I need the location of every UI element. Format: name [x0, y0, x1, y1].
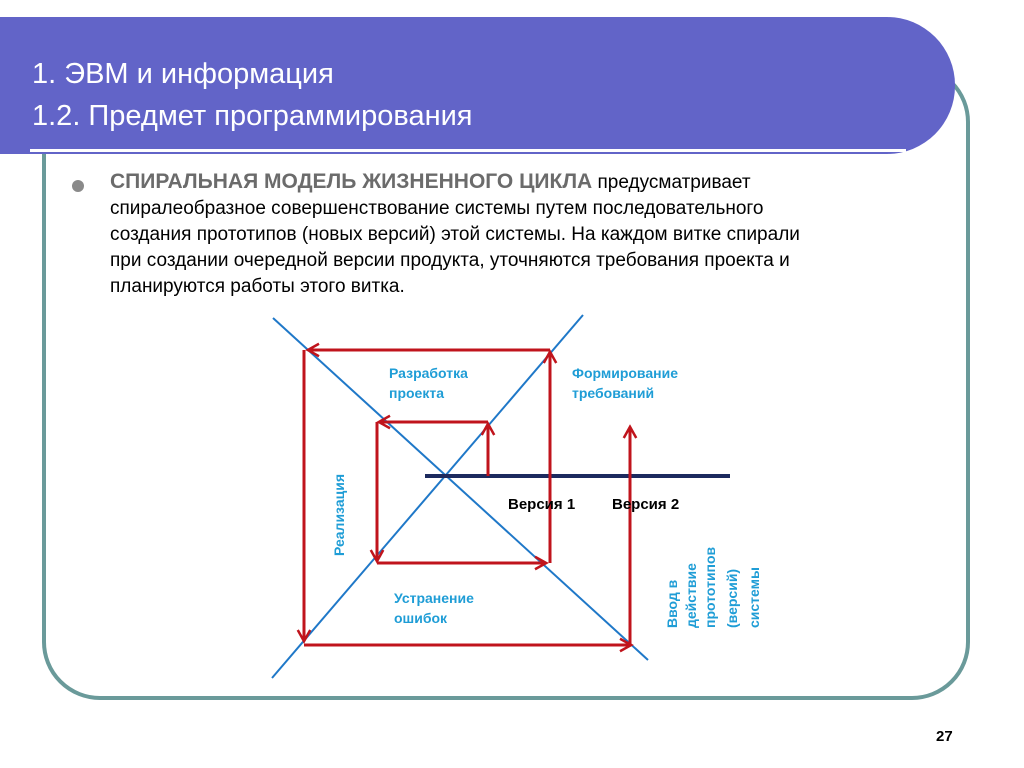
label-requirements-2: требований — [572, 385, 655, 401]
label-deploy-2: действие — [683, 563, 699, 628]
label-deploy-5: системы — [746, 567, 762, 628]
label-fix-2: ошибок — [394, 610, 448, 626]
page-number: 27 — [936, 728, 953, 745]
label-version-1: Версия 1 — [508, 496, 576, 513]
text-line1-rest: предусматривает — [592, 172, 751, 193]
text-line4: при создании очередной версии продукта, уточняются требования проекта и — [110, 250, 790, 271]
label-deploy-4: (версий) — [724, 568, 740, 628]
label-deploy-1: Ввод в — [664, 579, 680, 628]
label-design-2: проекта — [389, 385, 444, 401]
label-fix-1: Устранение — [394, 590, 474, 606]
label-deploy-3: прототипов — [702, 546, 718, 628]
label-version-2: Версия 2 — [612, 496, 680, 513]
label-implementation: Реализация — [331, 473, 347, 556]
text-line3: создания прототипов (новых версий) этой системы. На каждом витке спирали — [110, 224, 800, 245]
slide-title-line1: 1. ЭВМ и информация — [32, 58, 334, 90]
term-heading: СПИРАЛЬНАЯ МОДЕЛЬ ЖИЗНЕННОГО ЦИКЛА — [110, 170, 593, 193]
slide-title-line2: 1.2. Предмет программирования — [32, 100, 473, 132]
text-line5: планируются работы этого витка. — [110, 276, 405, 297]
text-line2: спиралеобразное совершенствование системы путем последовательного — [110, 198, 764, 219]
label-design-1: Разработка — [389, 365, 468, 381]
label-requirements-1: Формирование — [572, 365, 678, 381]
